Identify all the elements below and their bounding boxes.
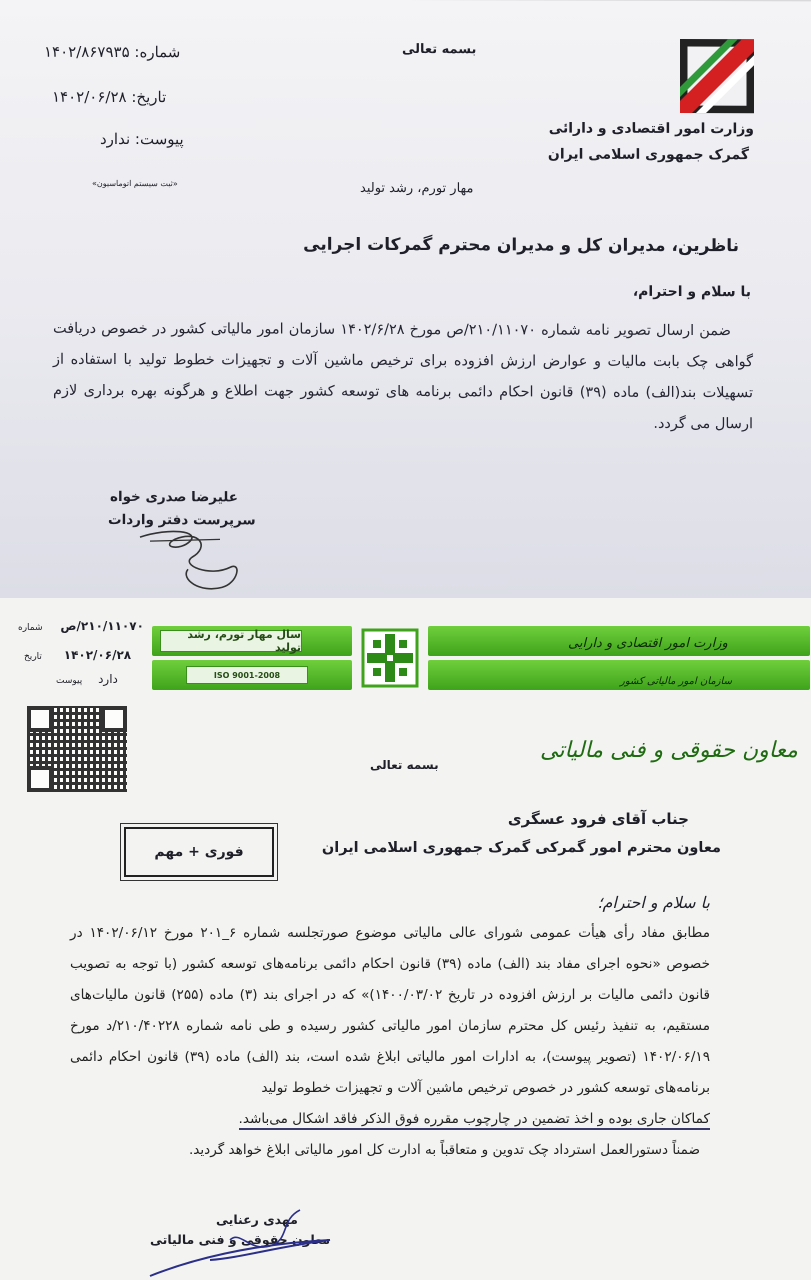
customs-letter bbox=[0, 0, 811, 601]
letter-attachment: پیوست: ندارد bbox=[100, 129, 184, 149]
tax-letter-number: ۲۱۰/۱۱۰۷۰/ص شماره bbox=[18, 619, 144, 633]
tax-emblem bbox=[359, 626, 421, 690]
body-paragraph-1: مطابق مفاد رأی هیأت عمومی شورای عالی مالیاتی موضوع صورتجلسه شماره ۶_۲۰۱ مورخ ۱۴۰۲/۰۶/۱۲ در خصوص «نحوه اجرای مفاد بند (الف) ماده (۳۹) قانون احکام دائمی برنامه‌های توسعه کشور (با توجه به تصویب قانون دائمی مالیات بر ارزش افزوده در تاریخ ۱۴۰۰/۰۳/۰۲)» که در اجرای بند (۳) ماده (۲۵۵) قانون مالیات‌های مستقیم، به تنفیذ رئیس کل محترم سازمان امور مالیاتی کشور رسیده و طی نامه شماره ۲۱۰/۴۰۲۲۸/د مورخ ۱۴۰۲/۰۶/۱۹ (تصویر پیوست)، به ادارات امور مالیاتی ابلاغ شده است، بند (الف) ماده (۳۹) قانون احکام دائمی برنامه‌های توسعه کشور در خصوص ترخیص ماشین آلات و تجهیزات خطوط تولید bbox=[70, 925, 711, 1096]
ministry-name-green: وزارت امور اقتصادی و دارایی bbox=[568, 636, 728, 651]
recipients-heading: ناظرین، مدیران کل و مدیران محترم گمرکات اجرایی bbox=[303, 234, 739, 257]
tax-signature-scribble bbox=[130, 1200, 360, 1280]
iso-box: ISO 9001-2008 bbox=[186, 666, 308, 684]
org-name-green: سازمان امور مالیاتی کشور bbox=[620, 676, 732, 687]
tax-letter-attachment: دارد پیوست bbox=[56, 672, 118, 686]
bismillah: بسمه تعالی bbox=[402, 41, 477, 58]
signature-scribble bbox=[130, 517, 250, 591]
tax-signer-name: مهدی رعنایی bbox=[216, 1212, 298, 1227]
customs-logo bbox=[680, 39, 754, 113]
deputy-calligraphy-header: معاون حقوقی و فنی مالیاتی bbox=[540, 738, 798, 763]
signer-title: سرپرست دفتر واردات bbox=[108, 511, 256, 529]
tax-signer-title: معاون حقوقی و فنی مالیاتی bbox=[150, 1232, 330, 1247]
year-slogan-box: سال مهار تورم، رشد تولید bbox=[160, 630, 302, 652]
letter-body: ضمن ارسال تصویر نامه شماره ۲۱۰/۱۱۰۷۰/ص مورخ ۱۴۰۲/۶/۲۸ سازمان امور مالیاتی کشور در خصوص دریافت گواهی چک بابت مالیات و عوارض ارزش افزوده برای ترخیص ماشین آلات و تجهیزات خطوط تولید با استفاده از تسهیلات بند(الف) ماده (۳۹) قانون احکام دائمی برنامه های توسعه کشور جهت اطلاع و هرگونه بهره برداری لازم ارسال می گردد. bbox=[53, 320, 753, 433]
year-slogan: مهار تورم، رشد تولید bbox=[360, 180, 474, 197]
header-bar-right-bottom bbox=[428, 660, 810, 690]
tax-greeting: با سلام و احترام؛ bbox=[597, 893, 710, 912]
body-paragraph-2: ضمناً دستورالعمل استرداد چک تدوین و متعاقباً به ادارت کل امور مالیاتی ابلاغ خواهد گردید. bbox=[188, 1142, 700, 1158]
letter-number: شماره: ۱۴۰۲/۸۶۷۹۳۵ bbox=[44, 42, 181, 62]
customs-name: گمرک جمهوری اسلامی ایران bbox=[547, 146, 749, 164]
ministry-name: وزارت امور اقتصادی و دارائی bbox=[548, 120, 754, 138]
qr-code bbox=[27, 706, 127, 792]
tax-letter-date: ۱۴۰۲/۰۶/۲۸ تاریخ bbox=[24, 648, 132, 662]
body-paragraph-1-end: کماکان جاری بوده و اخذ تضمین در چارچوب مقرره فوق الذکر فاقد اشکال می‌باشد. bbox=[239, 1111, 710, 1130]
addressee-title: معاون محترم امور گمرکی گمرک جمهوری اسلامی ایران bbox=[321, 840, 721, 856]
tax-bismillah: بسمه تعالی bbox=[370, 758, 439, 772]
greeting: با سلام و احترام، bbox=[632, 283, 751, 301]
addressee-name: جناب آقای فرود عسگری bbox=[507, 810, 689, 828]
tax-letter-body bbox=[70, 918, 710, 1166]
signer-name: علیرضا صدری خواه bbox=[110, 488, 238, 506]
letter-date: تاریخ: ۱۴۰۲/۰۶/۲۸ bbox=[52, 87, 167, 107]
urgent-badge: فوری + مهم bbox=[124, 827, 274, 877]
system-note: «ثبت سیستم اتوماسیون» bbox=[92, 178, 178, 189]
